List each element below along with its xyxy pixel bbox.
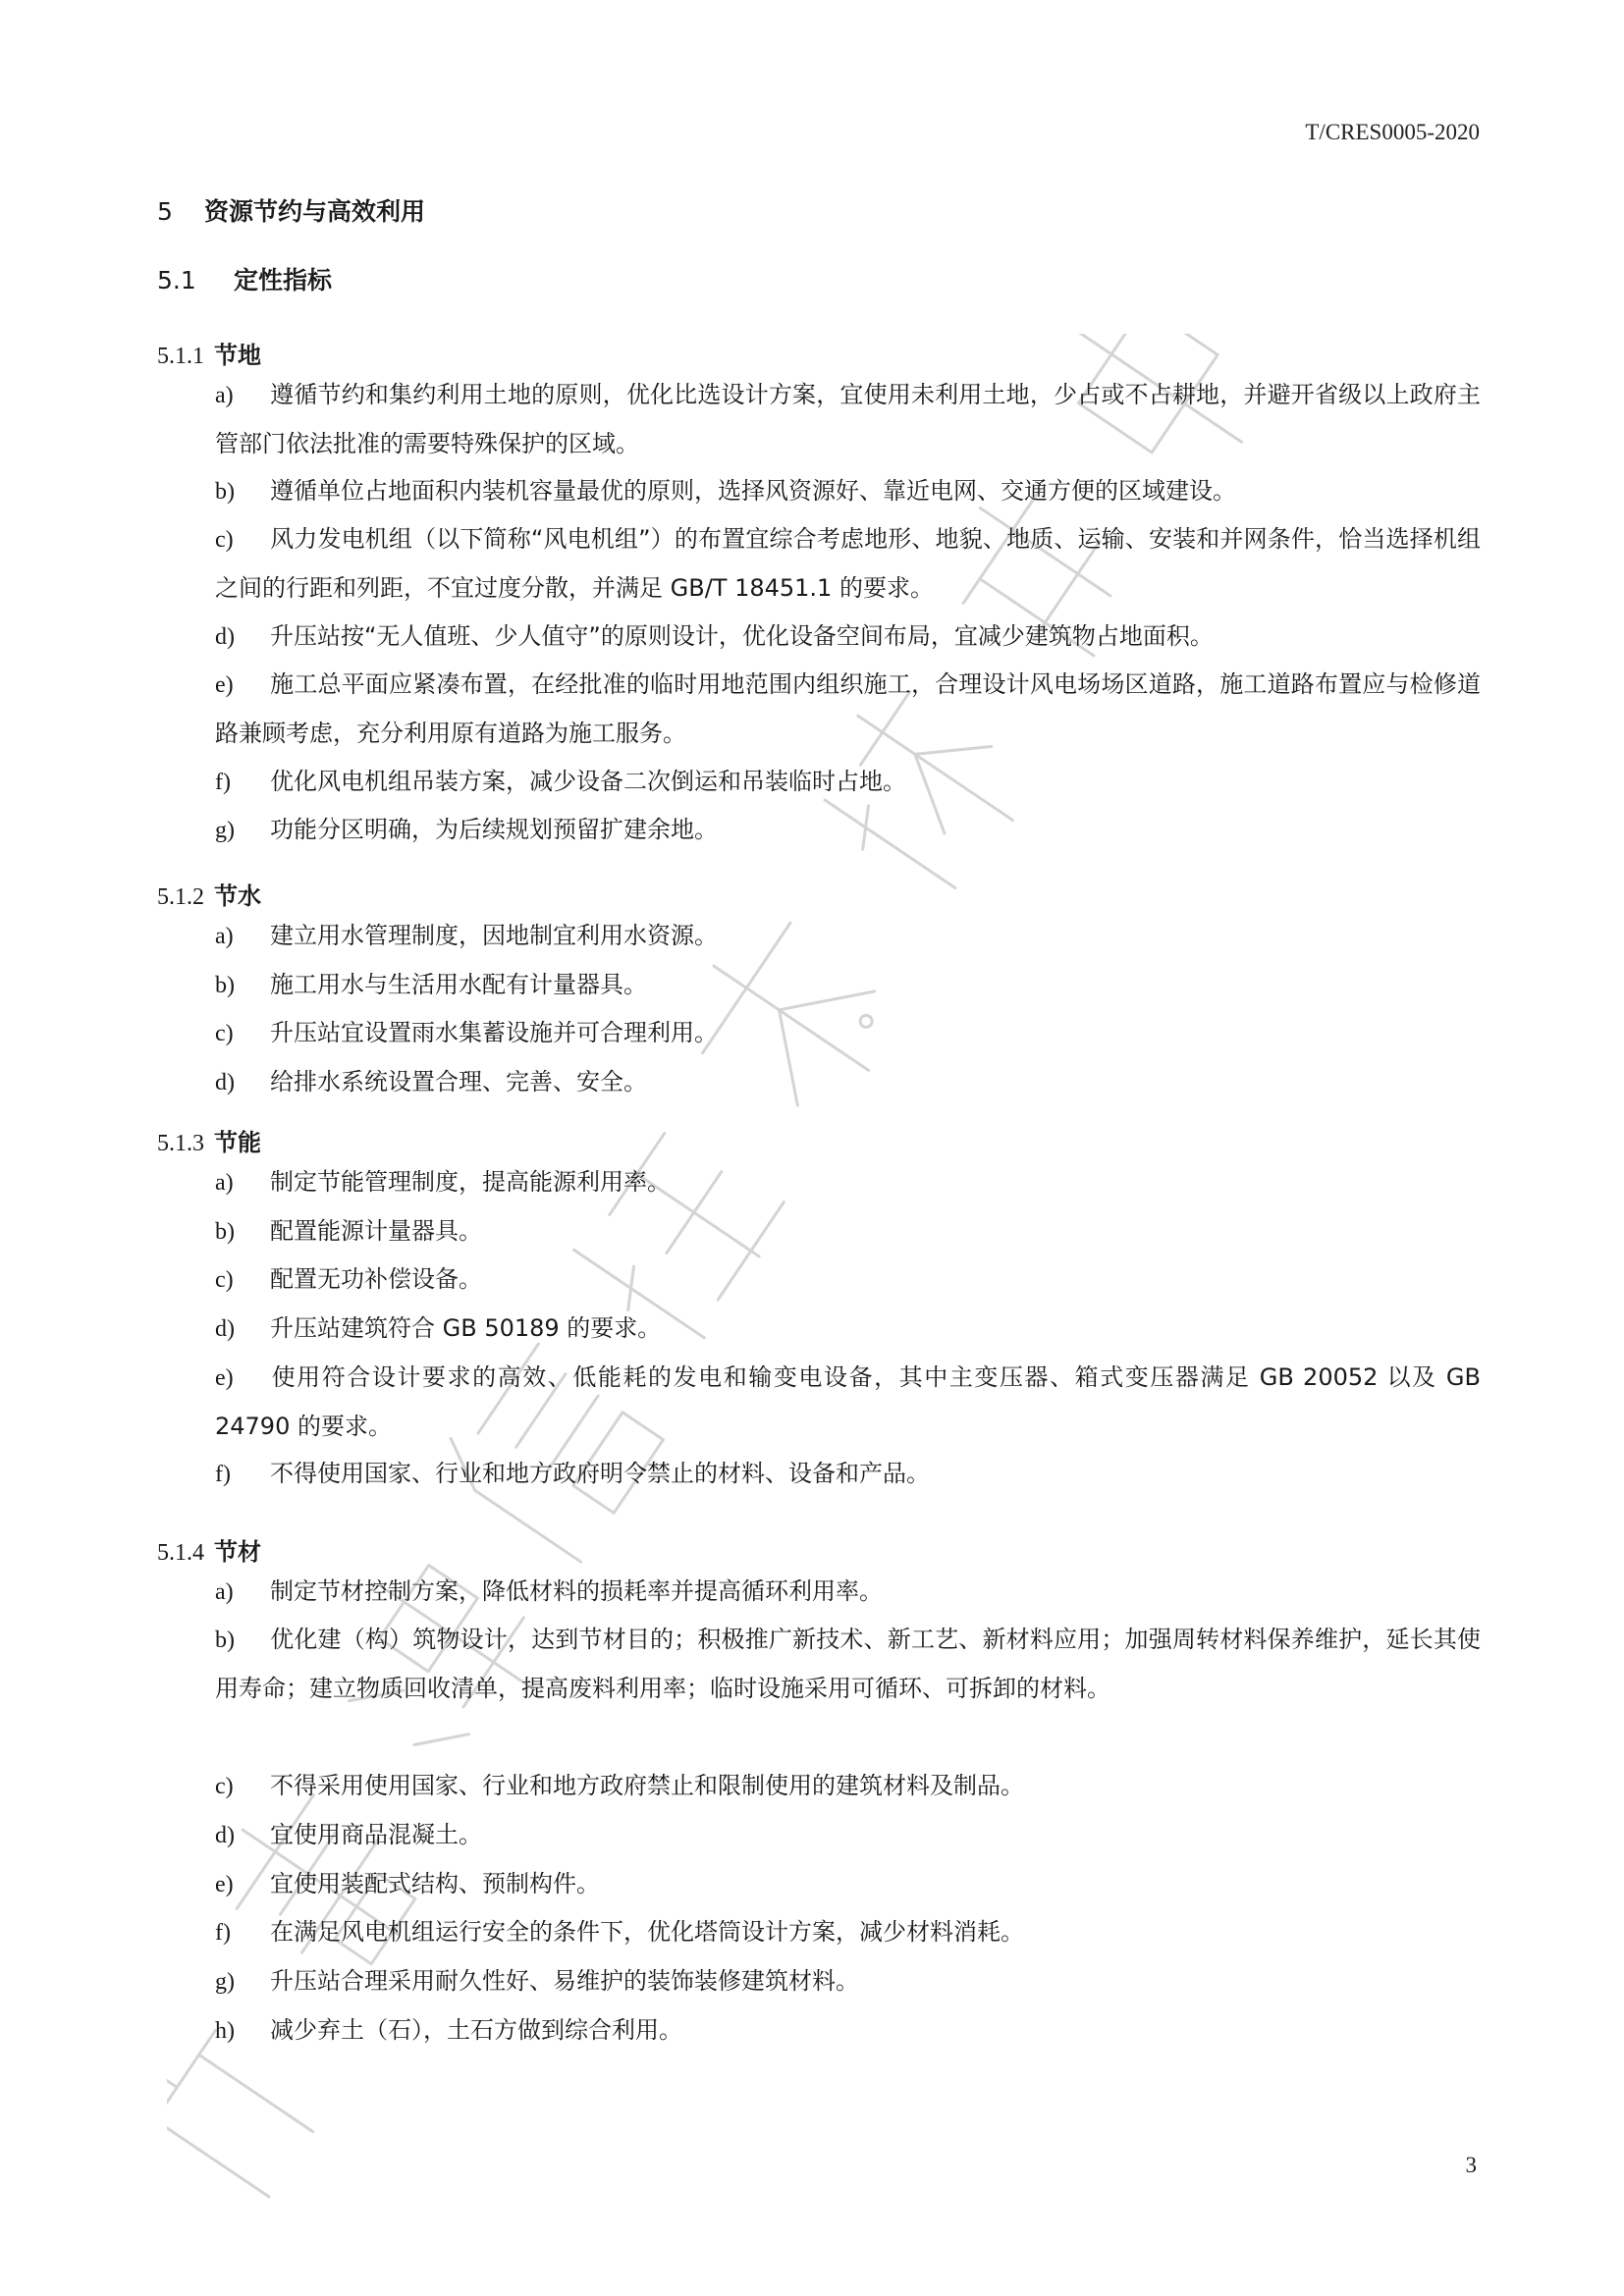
- item-label: c): [215, 1267, 234, 1293]
- item-label: g): [215, 818, 235, 843]
- clause-heading: [157, 1532, 261, 1567]
- item-label: f): [215, 770, 231, 795]
- clause-heading: [157, 877, 261, 911]
- item-label: c): [215, 527, 234, 553]
- item-text: 升压站按“无人值班、少人值守”的原则设计，优化设备空间布局，宜减少建筑物占地面积。: [270, 622, 1214, 650]
- clause-item: [215, 371, 1481, 468]
- clause-item: [215, 961, 1481, 1010]
- item-text: 施工用水与生活用水配有计量器具。: [270, 971, 647, 998]
- clause-item: [215, 1811, 1481, 1860]
- item-text: 升压站建筑符合 GB 50189 的要求。: [270, 1314, 662, 1342]
- clause-number: 5.1.4: [157, 1540, 204, 1566]
- item-text: 升压站合理采用耐久性好、易维护的装饰装修建筑材料。: [270, 1967, 859, 1995]
- clause-item: [215, 613, 1481, 662]
- clause-item: [215, 467, 1481, 516]
- item-text: 功能分区明确，为后续规划预留扩建余地。: [270, 816, 718, 843]
- item-label: b): [215, 973, 235, 998]
- item-text: 施工总平面应紧凑布置，在经批准的临时用地范围内组织施工，合理设计风电场场区道路，施工道路布置应与检修道路兼顾考虑，充分利用原有道路为施工服务。: [215, 670, 1481, 747]
- item-text: 在满足风电机组运行安全的条件下，优化塔筒设计方案，减少材料消耗。: [270, 1918, 1024, 1946]
- item-label: b): [215, 479, 235, 505]
- page-number: 3: [1465, 2153, 1477, 2177]
- clause-item: [215, 2006, 1481, 2056]
- item-label: e): [215, 1872, 234, 1897]
- clause-item: [215, 758, 1481, 807]
- subsection-number: 5.1: [157, 266, 196, 294]
- section-heading: [157, 192, 425, 228]
- clause-item: [215, 1207, 1481, 1256]
- item-text: 配置无功补偿设备。: [270, 1265, 482, 1293]
- clause-item: [215, 1908, 1481, 1957]
- clause-item: [215, 1354, 1481, 1451]
- clause-number: 5.1.1: [157, 344, 204, 369]
- clause-item: [215, 1450, 1481, 1499]
- item-label: a): [215, 1170, 234, 1196]
- clause-item: [215, 1305, 1481, 1354]
- subsection-heading: [157, 261, 332, 296]
- subsection-title: 定性指标: [234, 266, 333, 294]
- item-label: b): [215, 1628, 235, 1653]
- item-label: f): [215, 1462, 231, 1487]
- item-label: c): [215, 1774, 234, 1799]
- item-text: 宜使用装配式结构、预制构件。: [270, 1870, 600, 1897]
- clause-item: [215, 1568, 1481, 1617]
- section-title: 资源节约与高效利用: [204, 197, 426, 226]
- clause-item: [215, 1009, 1481, 1058]
- clause-item: [215, 1957, 1481, 2006]
- item-label: c): [215, 1021, 234, 1046]
- clause-item: [215, 1616, 1481, 1713]
- clause-item: [215, 1158, 1481, 1207]
- clause-number: 5.1.2: [157, 884, 204, 910]
- item-label: a): [215, 1579, 234, 1605]
- item-text: 风力发电机组（以下简称“风电机组”）的布置宜综合考虑地形、地貌、地质、运输、安装和并网条件，恰当选择机组之间的行距和列距，不宜过度分散，并满足 GB/T 18451.1 的要求。: [215, 525, 1481, 602]
- item-text: 宜使用商品混凝土。: [270, 1821, 482, 1848]
- item-text: 给排水系统设置合理、完善、安全。: [270, 1068, 647, 1095]
- item-label: d): [215, 1316, 235, 1342]
- item-label: h): [215, 2018, 235, 2044]
- item-text: 不得采用使用国家、行业和地方政府禁止和限制使用的建筑材料及制品。: [270, 1772, 1024, 1799]
- clause-heading: [157, 336, 261, 370]
- item-text: 不得使用国家、行业和地方政府明令禁止的材料、设备和产品。: [270, 1460, 930, 1487]
- clause-item: [215, 1255, 1481, 1305]
- item-label: g): [215, 1969, 235, 1995]
- item-text: 使用符合设计要求的高效、低能耗的发电和输变电设备，其中主变压器、箱式变压器满足 GB 20052 以及 GB 24790 的要求。: [215, 1363, 1481, 1440]
- clause-title: 节材: [214, 1538, 261, 1566]
- section-number: 5: [157, 197, 173, 226]
- clause-item: [215, 515, 1481, 613]
- item-label: d): [215, 1070, 235, 1095]
- item-text: 建立用水管理制度，因地制宜利用水资源。: [270, 922, 718, 949]
- item-label: b): [215, 1219, 235, 1245]
- clause-number: 5.1.3: [157, 1131, 204, 1156]
- clause-heading: [157, 1123, 261, 1157]
- clause-title: 节水: [214, 882, 261, 910]
- item-text: 遵循节约和集约利用土地的原则，优化比选设计方案，宜使用未利用土地，少占或不占耕地，并避开省级以上政府主管部门依法批准的需要特殊保护的区域。: [215, 381, 1481, 457]
- document-code: T/CRES0005-2020: [1305, 120, 1480, 144]
- item-label: a): [215, 383, 234, 408]
- item-text: 遵循单位占地面积内装机容量最优的原则，选择风资源好、靠近电网、交通方便的区域建设。: [270, 477, 1236, 505]
- item-text: 减少弃土（石），土石方做到综合利用。: [270, 2016, 682, 2044]
- item-text: 制定节能管理制度，提高能源利用率。: [270, 1168, 671, 1196]
- item-text: 配置能源计量器具。: [270, 1217, 482, 1245]
- item-label: e): [215, 1365, 234, 1391]
- clause-item: [215, 661, 1481, 758]
- item-text: 制定节材控制方案，降低材料的损耗率并提高循环利用率。: [270, 1577, 883, 1605]
- clause-title: 节地: [214, 342, 261, 369]
- clause-item: [215, 912, 1481, 961]
- clause-item: [215, 1762, 1481, 1811]
- item-text: 优化风电机组吊装方案，减少设备二次倒运和吊装临时占地。: [270, 768, 906, 795]
- item-label: a): [215, 924, 234, 949]
- clause-item: [215, 806, 1481, 855]
- item-text: 优化建（构）筑物设计，达到节材目的；积极推广新技术、新工艺、新材料应用；加强周转材料保养维护，延长其使用寿命；建立物质回收清单，提高废料利用率；临时设施采用可循环、可拆卸的材料。: [215, 1626, 1481, 1702]
- item-label: f): [215, 1920, 231, 1946]
- item-label: d): [215, 624, 235, 650]
- item-text: 升压站宜设置雨水集蓄设施并可合理利用。: [270, 1019, 718, 1046]
- item-label: e): [215, 672, 234, 698]
- item-label: d): [215, 1823, 235, 1848]
- clause-item: [215, 1860, 1481, 1909]
- clause-item: [215, 1058, 1481, 1107]
- clause-title: 节能: [214, 1129, 261, 1156]
